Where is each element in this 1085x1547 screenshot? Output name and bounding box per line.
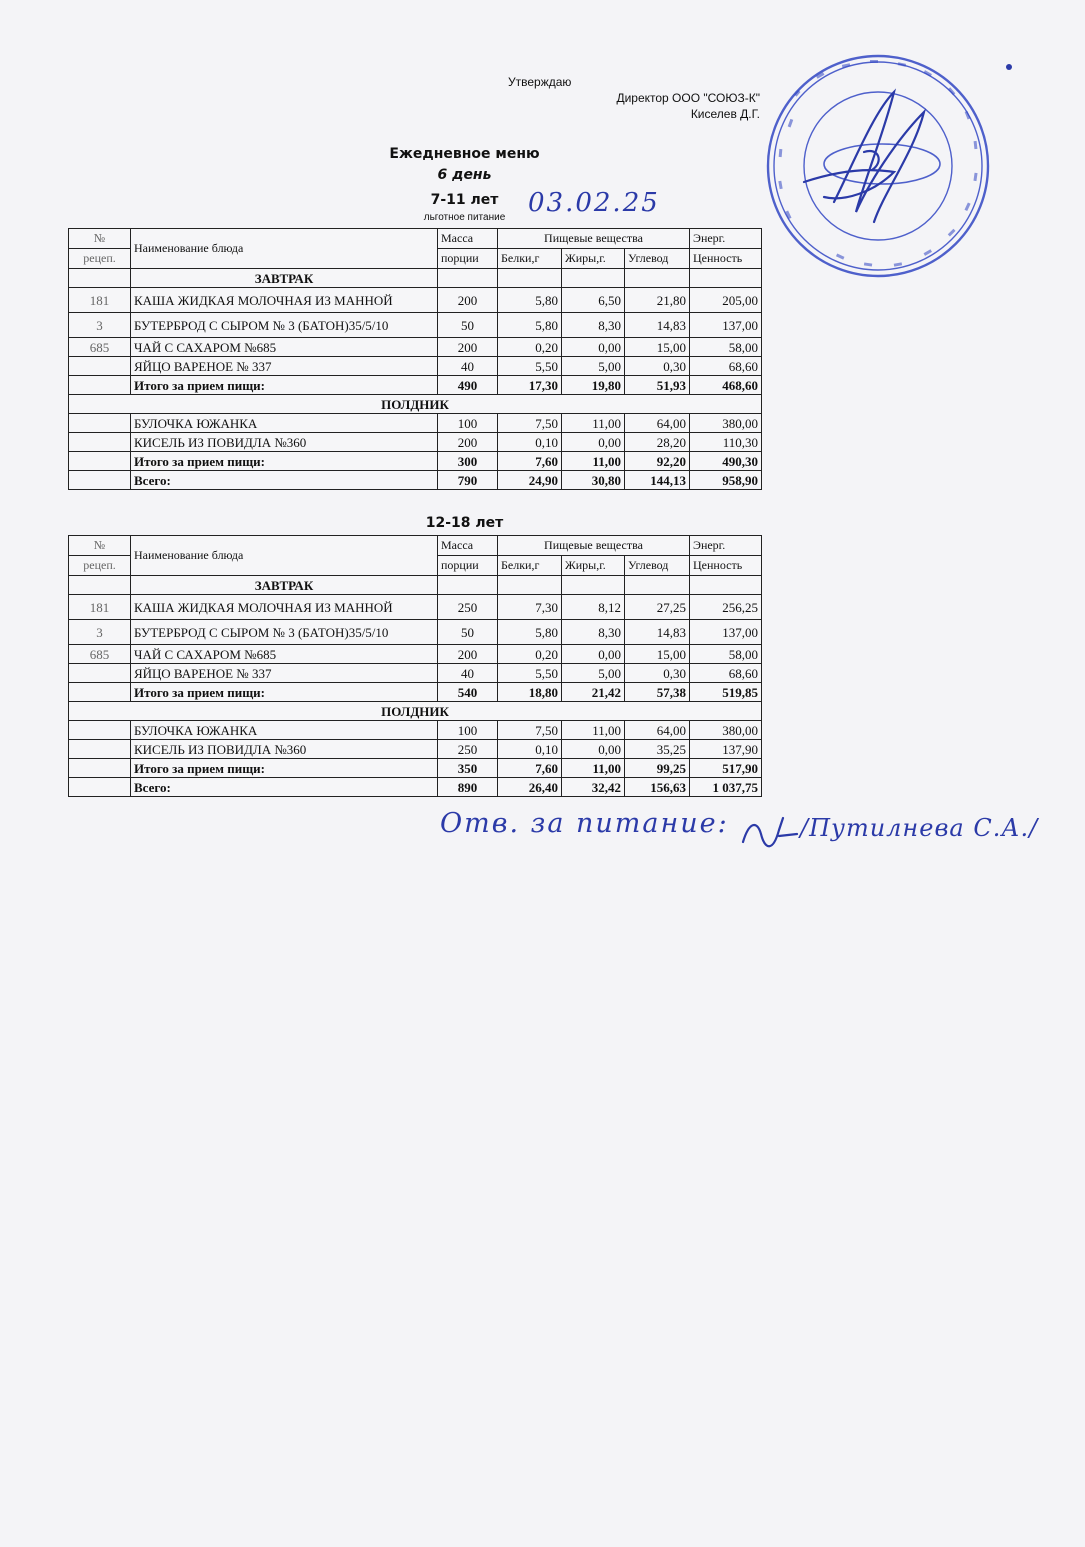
header-mass: Масса bbox=[438, 536, 498, 556]
header-fat: Жиры,г. bbox=[562, 556, 625, 576]
energy-cell: 58,00 bbox=[690, 338, 762, 357]
mass-cell: 100 bbox=[438, 414, 498, 433]
energy-cell: 137,00 bbox=[690, 313, 762, 338]
dish-cell: ЯЙЦО ВАРЕНОЕ № 337 bbox=[131, 357, 438, 376]
carbs-cell: 27,25 bbox=[625, 595, 690, 620]
day-label: 6 день bbox=[437, 167, 492, 183]
grand-total-row bbox=[69, 778, 762, 797]
fat-cell: 0,00 bbox=[562, 338, 625, 357]
dish-cell: БУЛОЧКА ЮЖАНКА bbox=[131, 721, 438, 740]
header-carbs: Углевод bbox=[625, 249, 690, 269]
protein-cell: 5,50 bbox=[498, 664, 562, 683]
fat-cell: 32,42 bbox=[562, 778, 625, 797]
mass-cell: 50 bbox=[438, 620, 498, 645]
carbs-cell: 156,63 bbox=[625, 778, 690, 797]
header-value: Ценность bbox=[690, 249, 762, 269]
header-no: № bbox=[69, 536, 131, 556]
energy-cell: 380,00 bbox=[690, 414, 762, 433]
carbs-cell: 144,13 bbox=[625, 471, 690, 490]
handwritten-date: 03.02.25 bbox=[528, 188, 660, 218]
fat-cell: 8,12 bbox=[562, 595, 625, 620]
mass-cell: 790 bbox=[438, 471, 498, 490]
header-portion: порции bbox=[438, 249, 498, 269]
handwritten-signature bbox=[735, 812, 805, 862]
protein-cell: 0,20 bbox=[498, 338, 562, 357]
energy-cell: 68,60 bbox=[690, 664, 762, 683]
mass-cell: 250 bbox=[438, 740, 498, 759]
header-no: № bbox=[69, 229, 131, 249]
protein-cell: 0,10 bbox=[498, 433, 562, 452]
dish-cell: ЧАЙ С САХАРОМ №685 bbox=[131, 338, 438, 357]
mass-cell: 200 bbox=[438, 338, 498, 357]
protein-cell: 0,10 bbox=[498, 740, 562, 759]
handwritten-note: Отв. за питание: bbox=[440, 808, 729, 839]
carbs-cell: 0,30 bbox=[625, 357, 690, 376]
fat-cell: 0,00 bbox=[562, 645, 625, 664]
dish-cell: КИСЕЛЬ ИЗ ПОВИДЛА №360 bbox=[131, 740, 438, 759]
subtitle: льготное питание bbox=[423, 212, 506, 223]
fat-cell: 21,42 bbox=[562, 683, 625, 702]
energy-cell: 68,60 bbox=[690, 357, 762, 376]
mass-cell: 200 bbox=[438, 645, 498, 664]
recipe-cell bbox=[69, 414, 131, 433]
table-row bbox=[69, 620, 762, 645]
mass-cell: 490 bbox=[438, 376, 498, 395]
recipe-cell: 3 bbox=[69, 313, 131, 338]
carbs-cell: 21,80 bbox=[625, 288, 690, 313]
recipe-cell: 685 bbox=[69, 645, 131, 664]
approval-position: Директор ООО "СОЮЗ-К" bbox=[616, 91, 760, 105]
energy-cell: 256,25 bbox=[690, 595, 762, 620]
carbs-cell: 28,20 bbox=[625, 433, 690, 452]
header-dish: Наименование блюда bbox=[131, 536, 438, 576]
protein-cell: 17,30 bbox=[498, 376, 562, 395]
table-row bbox=[69, 645, 762, 664]
mass-cell: 50 bbox=[438, 313, 498, 338]
protein-cell: 5,80 bbox=[498, 620, 562, 645]
section-snack: ПОЛДНИК bbox=[69, 395, 762, 414]
dish-cell: ЯЙЦО ВАРЕНОЕ № 337 bbox=[131, 664, 438, 683]
energy-cell: 58,00 bbox=[690, 645, 762, 664]
carbs-cell: 0,30 bbox=[625, 664, 690, 683]
mass-cell: 540 bbox=[438, 683, 498, 702]
mass-cell: 300 bbox=[438, 452, 498, 471]
dish-cell: КИСЕЛЬ ИЗ ПОВИДЛА №360 bbox=[131, 433, 438, 452]
table-row bbox=[69, 721, 762, 740]
protein-cell: 7,50 bbox=[498, 721, 562, 740]
dish-cell: ЧАЙ С САХАРОМ №685 bbox=[131, 645, 438, 664]
recipe-cell: 181 bbox=[69, 595, 131, 620]
mass-cell: 200 bbox=[438, 433, 498, 452]
section-breakfast: ЗАВТРАК bbox=[131, 576, 438, 595]
table-row bbox=[69, 414, 762, 433]
header-nutrients: Пищевые вещества bbox=[498, 536, 690, 556]
header-nutrients: Пищевые вещества bbox=[498, 229, 690, 249]
energy-cell: 468,60 bbox=[690, 376, 762, 395]
age-group-2: 12-18 лет bbox=[425, 515, 504, 531]
header-protein: Белки,г bbox=[498, 249, 562, 269]
fat-cell: 11,00 bbox=[562, 452, 625, 471]
mass-cell: 40 bbox=[438, 664, 498, 683]
carbs-cell: 15,00 bbox=[625, 338, 690, 357]
total-label: Итого за прием пищи: bbox=[131, 452, 438, 471]
energy-cell: 205,00 bbox=[690, 288, 762, 313]
carbs-cell: 14,83 bbox=[625, 313, 690, 338]
fat-cell: 19,80 bbox=[562, 376, 625, 395]
mass-cell: 200 bbox=[438, 288, 498, 313]
mass-cell: 250 bbox=[438, 595, 498, 620]
total-label: Всего: bbox=[131, 471, 438, 490]
mass-cell: 350 bbox=[438, 759, 498, 778]
page-title: Ежедневное меню bbox=[389, 146, 540, 162]
energy-cell: 490,30 bbox=[690, 452, 762, 471]
energy-cell: 1 037,75 bbox=[690, 778, 762, 797]
total-label: Итого за прием пищи: bbox=[131, 376, 438, 395]
recipe-cell: 181 bbox=[69, 288, 131, 313]
fat-cell: 11,00 bbox=[562, 414, 625, 433]
total-label: Всего: bbox=[131, 778, 438, 797]
mass-cell: 40 bbox=[438, 357, 498, 376]
recipe-cell bbox=[69, 664, 131, 683]
table-row bbox=[69, 433, 762, 452]
total-label: Итого за прием пищи: bbox=[131, 683, 438, 702]
menu-table-12-18 bbox=[68, 535, 762, 797]
table-row bbox=[69, 338, 762, 357]
fat-cell: 8,30 bbox=[562, 620, 625, 645]
carbs-cell: 64,00 bbox=[625, 721, 690, 740]
fat-cell: 11,00 bbox=[562, 721, 625, 740]
recipe-cell bbox=[69, 740, 131, 759]
header-recipe: рецеп. bbox=[69, 556, 131, 576]
protein-cell: 18,80 bbox=[498, 683, 562, 702]
carbs-cell: 35,25 bbox=[625, 740, 690, 759]
header-portion: порции bbox=[438, 556, 498, 576]
recipe-cell bbox=[69, 357, 131, 376]
protein-cell: 7,30 bbox=[498, 595, 562, 620]
recipe-cell bbox=[69, 433, 131, 452]
energy-cell: 517,90 bbox=[690, 759, 762, 778]
table-row bbox=[69, 288, 762, 313]
total-row bbox=[69, 452, 762, 471]
approval-label: Утверждаю bbox=[508, 75, 572, 89]
mass-cell: 100 bbox=[438, 721, 498, 740]
carbs-cell: 14,83 bbox=[625, 620, 690, 645]
table-row bbox=[69, 313, 762, 338]
approval-name: Киселев Д.Г. bbox=[690, 107, 760, 121]
protein-cell: 7,60 bbox=[498, 759, 562, 778]
header-energy: Энерг. bbox=[690, 229, 762, 249]
protein-cell: 24,90 bbox=[498, 471, 562, 490]
header-fat: Жиры,г. bbox=[562, 249, 625, 269]
recipe-cell: 3 bbox=[69, 620, 131, 645]
dish-cell: КАША ЖИДКАЯ МОЛОЧНАЯ ИЗ МАННОЙ bbox=[131, 595, 438, 620]
protein-cell: 7,50 bbox=[498, 414, 562, 433]
protein-cell: 0,20 bbox=[498, 645, 562, 664]
ink-dot bbox=[1006, 64, 1012, 70]
carbs-cell: 92,20 bbox=[625, 452, 690, 471]
table-row bbox=[69, 595, 762, 620]
carbs-cell: 99,25 bbox=[625, 759, 690, 778]
header-recipe: рецеп. bbox=[69, 249, 131, 269]
fat-cell: 0,00 bbox=[562, 433, 625, 452]
protein-cell: 5,50 bbox=[498, 357, 562, 376]
carbs-cell: 57,38 bbox=[625, 683, 690, 702]
dish-cell: БУТЕРБРОД С СЫРОМ № 3 (БАТОН)35/5/10 bbox=[131, 620, 438, 645]
recipe-cell bbox=[69, 721, 131, 740]
section-snack: ПОЛДНИК bbox=[69, 702, 762, 721]
header-value: Ценность bbox=[690, 556, 762, 576]
protein-cell: 7,60 bbox=[498, 452, 562, 471]
header-protein: Белки,г bbox=[498, 556, 562, 576]
energy-cell: 380,00 bbox=[690, 721, 762, 740]
fat-cell: 6,50 bbox=[562, 288, 625, 313]
handwritten-signature-name: /Путилнева С.А./ bbox=[800, 814, 1039, 842]
energy-cell: 137,00 bbox=[690, 620, 762, 645]
energy-cell: 137,90 bbox=[690, 740, 762, 759]
fat-cell: 0,00 bbox=[562, 740, 625, 759]
total-row bbox=[69, 683, 762, 702]
protein-cell: 5,80 bbox=[498, 288, 562, 313]
protein-cell: 26,40 bbox=[498, 778, 562, 797]
header-mass: Масса bbox=[438, 229, 498, 249]
table-row bbox=[69, 664, 762, 683]
fat-cell: 5,00 bbox=[562, 357, 625, 376]
carbs-cell: 15,00 bbox=[625, 645, 690, 664]
table-row bbox=[69, 357, 762, 376]
table-row bbox=[69, 740, 762, 759]
header-dish: Наименование блюда bbox=[131, 229, 438, 269]
header-energy: Энерг. bbox=[690, 536, 762, 556]
total-row bbox=[69, 759, 762, 778]
carbs-cell: 51,93 bbox=[625, 376, 690, 395]
fat-cell: 8,30 bbox=[562, 313, 625, 338]
carbs-cell: 64,00 bbox=[625, 414, 690, 433]
protein-cell: 5,80 bbox=[498, 313, 562, 338]
dish-cell: БУЛОЧКА ЮЖАНКА bbox=[131, 414, 438, 433]
recipe-cell: 685 bbox=[69, 338, 131, 357]
fat-cell: 30,80 bbox=[562, 471, 625, 490]
total-label: Итого за прием пищи: bbox=[131, 759, 438, 778]
mass-cell: 890 bbox=[438, 778, 498, 797]
energy-cell: 519,85 bbox=[690, 683, 762, 702]
energy-cell: 110,30 bbox=[690, 433, 762, 452]
energy-cell: 958,90 bbox=[690, 471, 762, 490]
dish-cell: КАША ЖИДКАЯ МОЛОЧНАЯ ИЗ МАННОЙ bbox=[131, 288, 438, 313]
total-row bbox=[69, 376, 762, 395]
section-breakfast: ЗАВТРАК bbox=[131, 269, 438, 288]
grand-total-row bbox=[69, 471, 762, 490]
dish-cell: БУТЕРБРОД С СЫРОМ № 3 (БАТОН)35/5/10 bbox=[131, 313, 438, 338]
menu-table-7-11 bbox=[68, 228, 762, 490]
fat-cell: 5,00 bbox=[562, 664, 625, 683]
fat-cell: 11,00 bbox=[562, 759, 625, 778]
age-group-1: 7-11 лет bbox=[430, 192, 499, 208]
header-carbs: Углевод bbox=[625, 556, 690, 576]
